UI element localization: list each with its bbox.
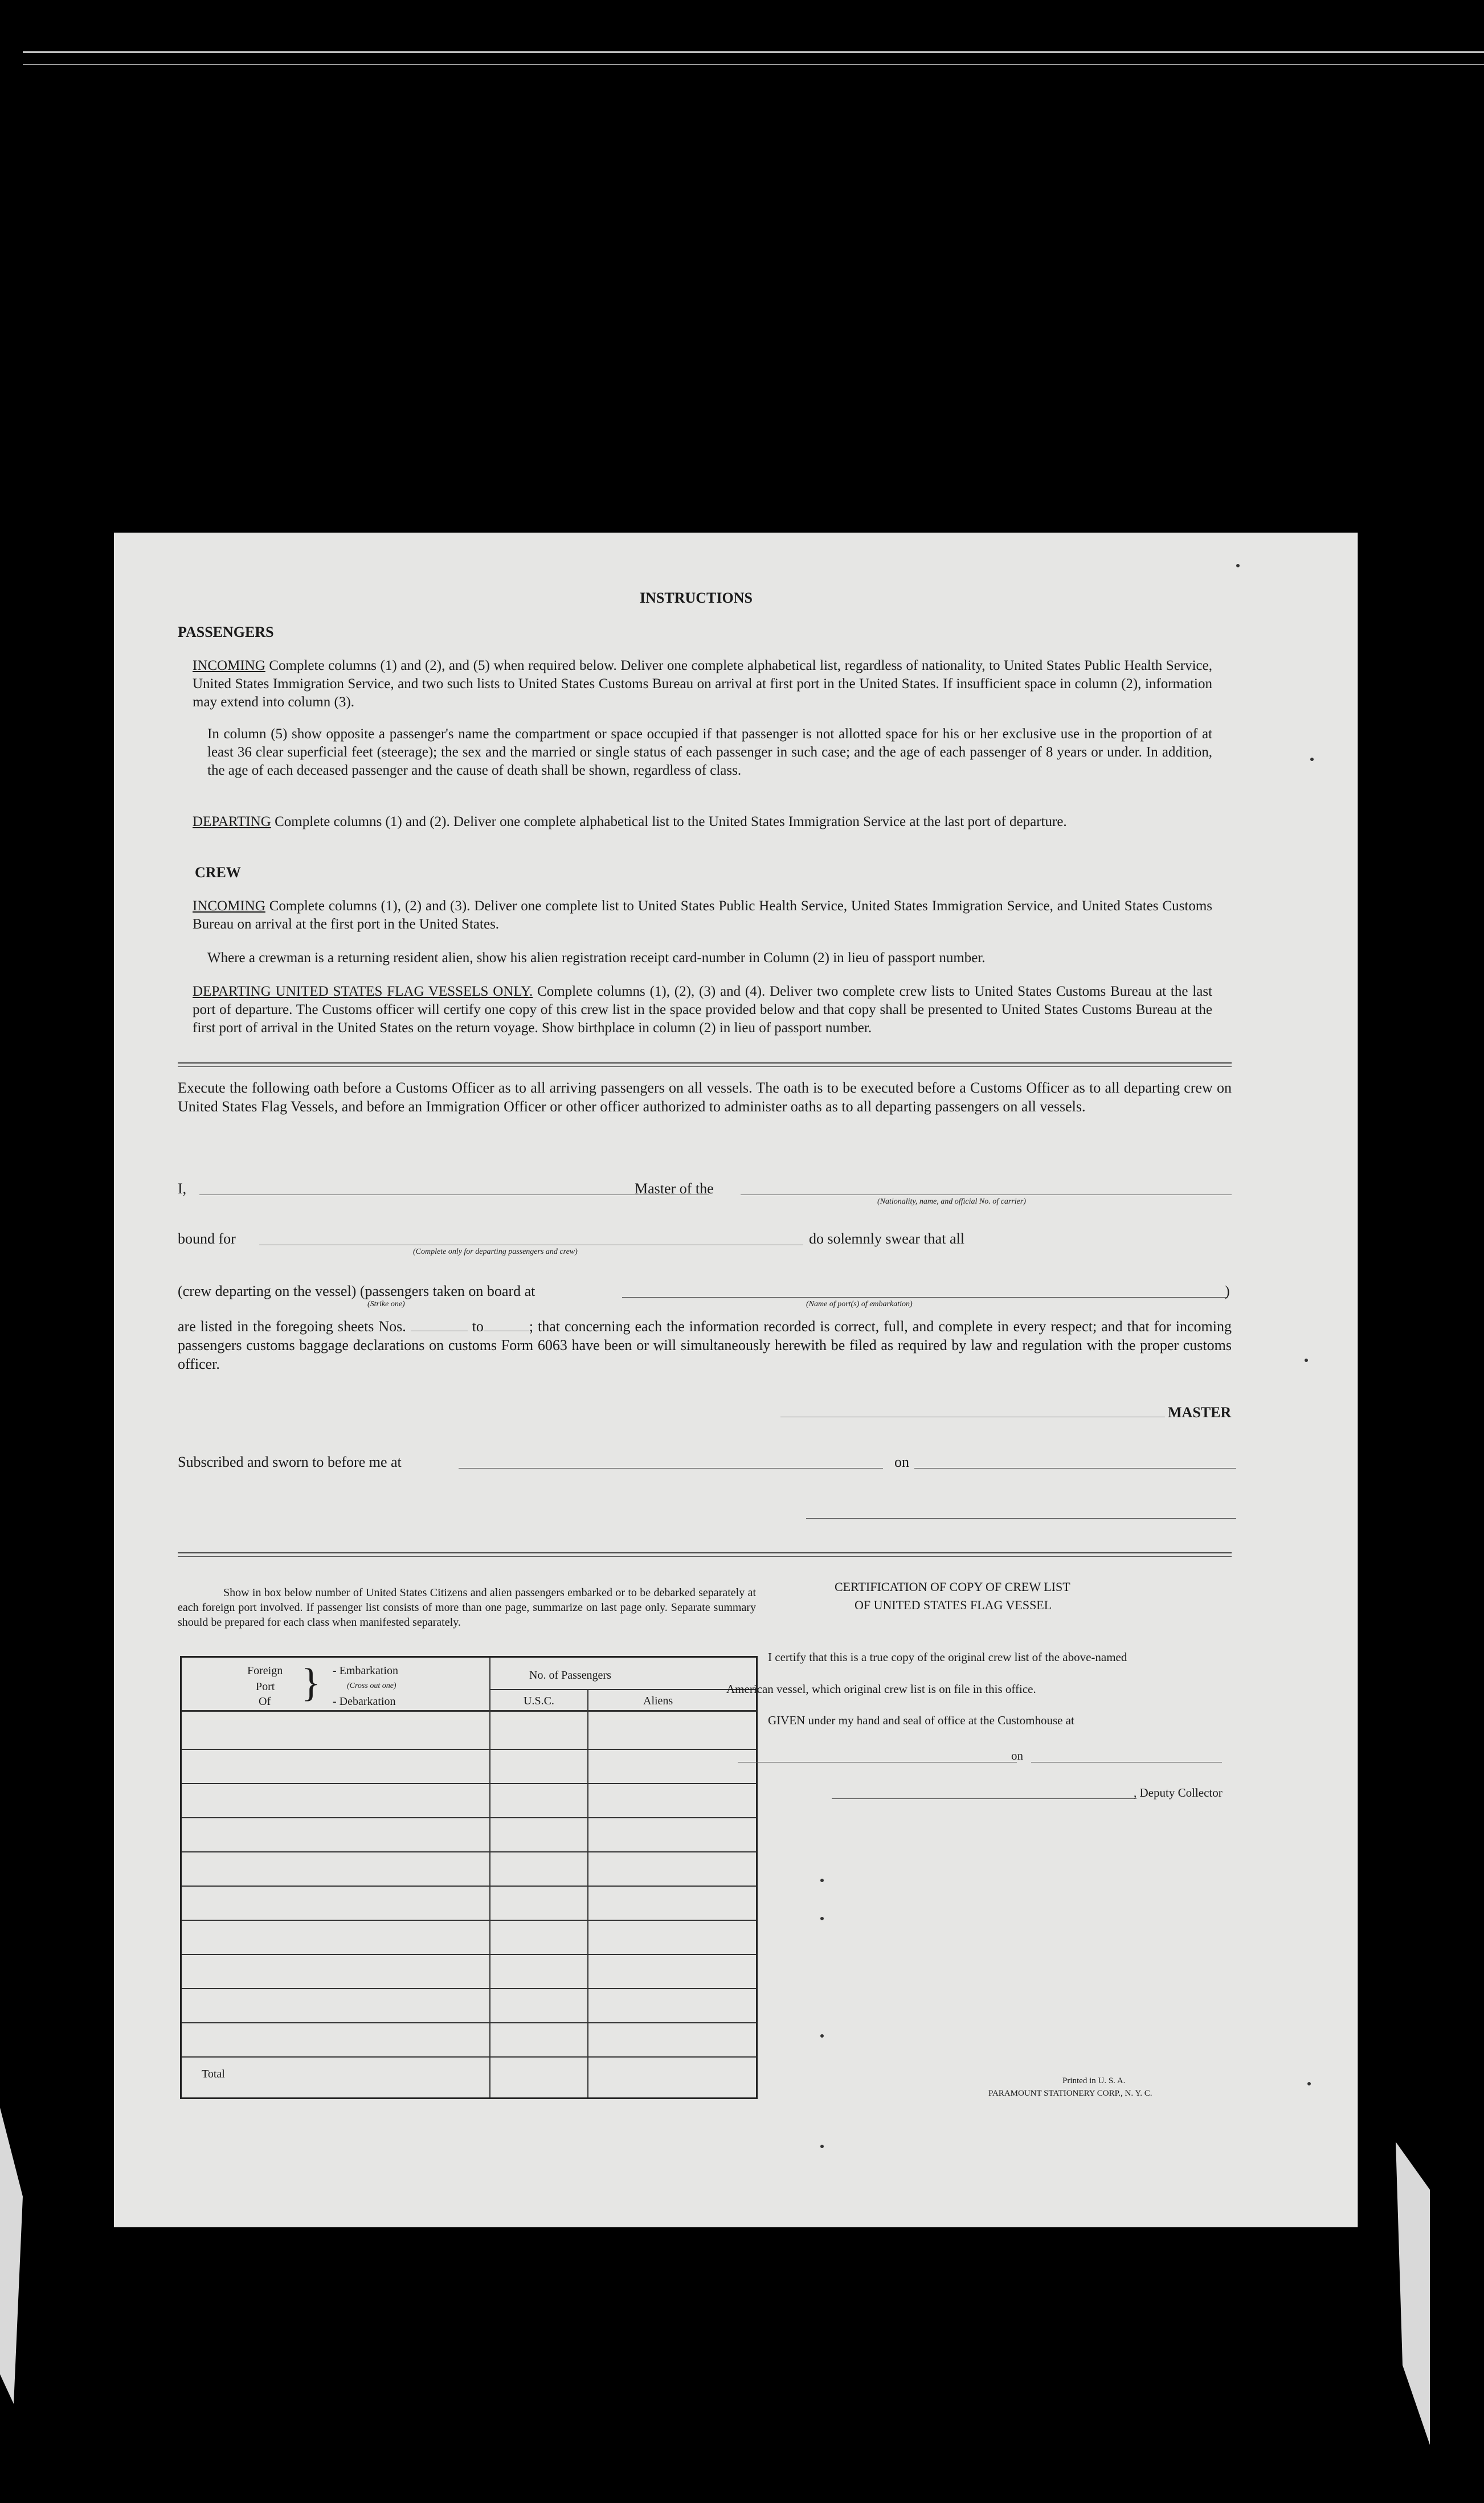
close-paren: ) bbox=[1225, 1283, 1230, 1299]
certification-line-2: American vessel, which original crew list is on file in this office. bbox=[726, 1682, 1036, 1696]
subscribed-on-label: on bbox=[894, 1454, 909, 1470]
scan-top-line-2 bbox=[23, 64, 1484, 65]
printed-in-usa: Printed in U. S. A. bbox=[1062, 2076, 1126, 2085]
passenger-summary-table bbox=[180, 1656, 758, 2099]
flag-vessels-label: DEPARTING UNITED STATES FLAG VESSELS ONLY. bbox=[193, 984, 533, 999]
scan-speck bbox=[820, 1879, 824, 1882]
listed-to: to bbox=[472, 1318, 484, 1335]
embarkation-label: - Embarkation bbox=[333, 1664, 398, 1677]
brace-icon: } bbox=[301, 1661, 321, 1705]
scan-speck bbox=[820, 2145, 824, 2148]
master-label: MASTER bbox=[1168, 1404, 1232, 1421]
table-row-line bbox=[182, 1817, 756, 1818]
scan-top-line bbox=[23, 51, 1484, 53]
scan-page-edge-left bbox=[0, 2108, 23, 2404]
certification-title-1: CERTIFICATION OF COPY OF CREW LIST bbox=[835, 1580, 1070, 1594]
oath-intro bbox=[178, 1078, 1232, 1116]
deputy-signature-line[interactable] bbox=[832, 1798, 1136, 1799]
certification-line-1: I certify that this is a true copy of the original crew list of the above-named bbox=[768, 1650, 1127, 1664]
listed-text-b: ; that concerning each the information recorded is correct, full, and complete in every respect; and that for incoming passengers customs baggage declarations on customs Form 6063 have been or will simultaneously herewith be filed as required by law and regulation with the proper customs officer. bbox=[178, 1318, 1232, 1372]
table-row-line bbox=[182, 1851, 756, 1852]
certification-on-label: on bbox=[1011, 1749, 1023, 1762]
strike-one-note: (Strike one) bbox=[367, 1300, 405, 1308]
deputy-collector-label: , Deputy Collector bbox=[1134, 1786, 1223, 1799]
crew-incoming-label: INCOMING bbox=[193, 898, 265, 914]
col-divider-1 bbox=[489, 1658, 490, 2097]
summary-instructions-text: Show in box below number of United States Citizens and alien passengers embarked or to be debarked separately at each foreign port involved. If passenger list consists of more than one page, summarize on last page only. Separate summary should be prepared for each class when manifested separately. bbox=[178, 1586, 756, 1629]
scan-speck bbox=[820, 1917, 824, 1920]
oath-i-label: I, bbox=[178, 1180, 187, 1197]
scan-speck bbox=[1310, 758, 1314, 761]
table-row-line bbox=[182, 1954, 756, 1955]
officer-signature-line[interactable] bbox=[806, 1518, 1236, 1519]
debarkation-label: - Debarkation bbox=[333, 1695, 396, 1708]
certification-title-2: OF UNITED STATES FLAG VESSEL bbox=[855, 1598, 1052, 1612]
of-label: Of bbox=[259, 1695, 271, 1708]
passengers-departing-paragraph bbox=[193, 813, 1212, 831]
table-row-line bbox=[182, 2022, 756, 2023]
bound-for-label: bound for bbox=[178, 1230, 236, 1247]
header-subdivider bbox=[489, 1689, 756, 1690]
departing-text: Complete columns (1) and (2). Deliver one complete alphabetical list to the United States Immigration Service at the last port of departure. bbox=[271, 814, 1067, 829]
total-label: Total bbox=[202, 2068, 225, 2080]
table-row-line bbox=[182, 1749, 756, 1750]
table-row-line bbox=[182, 1783, 756, 1784]
crewman-paragraph bbox=[207, 949, 1212, 967]
cross-out-label: (Cross out one) bbox=[347, 1682, 396, 1690]
listed-paragraph bbox=[178, 1317, 1232, 1373]
port-label: Port bbox=[256, 1680, 275, 1693]
subscribed-date-line[interactable] bbox=[914, 1468, 1236, 1469]
crew-incoming-text: Complete columns (1), (2) and (3). Deliver one complete list to United States Public Health Service, United States Immigration Service, and United States Customs Bureau on arrival at the first port in the United States. bbox=[193, 898, 1212, 932]
flag-vessels-text: Complete columns (1), (2), (3) and (4). Deliver two complete crew lists to United States Customs Bureau at the last port of departure. The Customs officer will certify one copy of this crew list in the space provided below and that copy shall be presented to United States Customs Bureau at the first port of arrival in the United States on the return voyage. Show birthplace in column (2) in lieu of passport number. bbox=[193, 984, 1212, 1036]
no-passengers-header: No. of Passengers bbox=[529, 1669, 611, 1682]
ports-line[interactable] bbox=[622, 1297, 1227, 1298]
ports-note: (Name of port(s) of embarkation) bbox=[806, 1300, 913, 1308]
lower-divider-2 bbox=[178, 1556, 1232, 1557]
crewman-text: Where a crewman is a returning resident alien, show his alien registration receipt card-number in Column (2) in lieu of passport number. bbox=[207, 950, 986, 966]
subscribed-place-line[interactable] bbox=[459, 1468, 883, 1469]
crew-incoming-paragraph bbox=[193, 897, 1212, 934]
departing-label: DEPARTING bbox=[193, 814, 271, 829]
header-bottom bbox=[182, 1710, 756, 1712]
lower-divider bbox=[178, 1552, 1232, 1553]
column5-paragraph bbox=[207, 725, 1212, 780]
carrier-note: (Nationality, name, and official No. of carrier) bbox=[877, 1197, 1026, 1206]
table-row-line bbox=[182, 1886, 756, 1887]
passengers-heading: PASSENGERS bbox=[178, 624, 274, 640]
instructions-title: INSTRUCTIONS bbox=[640, 590, 753, 606]
oath-intro-text: Execute the following oath before a Customs Officer as to all arriving passengers on all vessels. The oath is to be executed before a Customs Officer as to all departing crew on United States Flag Vessels, and before an Immigration Officer or other officer authorized to administer oaths as to all departing passengers on all vessels. bbox=[178, 1079, 1232, 1115]
scan-speck bbox=[820, 2034, 824, 2038]
swear-text: do solemnly swear that all bbox=[809, 1230, 964, 1247]
crew-departing-text: (crew departing on the vessel) (passengers taken on board at bbox=[178, 1283, 535, 1299]
crew-heading: CREW bbox=[195, 864, 241, 881]
listed-text-a: are listed in the foregoing sheets Nos. bbox=[178, 1318, 406, 1335]
certification-line-3: GIVEN under my hand and seal of office at the Customhouse at bbox=[768, 1713, 1074, 1727]
summary-instructions bbox=[178, 1585, 756, 1630]
incoming-text: Complete columns (1) and (2), and (5) when required below. Deliver one complete alphabetical list, regardless of nationality, to United States Public Health Service, United States Immigration Service, and two such lists to United States Customs Bureau on arrival at first port in the United States. If insufficient space in column (2), information may extend into column (3). bbox=[193, 658, 1212, 710]
subscribed-label: Subscribed and sworn to before me at bbox=[178, 1454, 402, 1470]
form-page bbox=[114, 533, 1358, 2227]
printer-name: PARAMOUNT STATIONERY CORP., N. Y. C. bbox=[988, 2089, 1152, 2098]
table-row-line bbox=[182, 1988, 756, 1989]
section-divider-2 bbox=[178, 1066, 1232, 1067]
table-row-line bbox=[182, 2056, 756, 2058]
passengers-incoming-paragraph bbox=[193, 657, 1212, 711]
foreign-label: Foreign bbox=[247, 1664, 283, 1677]
flag-vessels-paragraph bbox=[193, 983, 1212, 1037]
usc-header: U.S.C. bbox=[524, 1695, 554, 1707]
scan-speck bbox=[1305, 1359, 1308, 1362]
scan-speck bbox=[1307, 2082, 1311, 2085]
column5-text: In column (5) show opposite a passenger's name the compartment or space occupied if that passenger is not allotted space for his or her exclusive use in the proportion of at least 36 clear superficial feet (steerage); the sex and the married or single status of each passenger in such case; and the age of each passenger of 8 years or under. In addition, the age of each deceased passenger and the cause of death shall be shown, regardless of class. bbox=[207, 726, 1212, 778]
bound-for-note: (Complete only for departing passengers and crew) bbox=[413, 1248, 578, 1256]
aliens-header: Aliens bbox=[643, 1695, 673, 1707]
incoming-label: INCOMING bbox=[193, 658, 265, 673]
col-divider-2 bbox=[587, 1689, 588, 2097]
table-row-line bbox=[182, 1920, 756, 1921]
section-divider bbox=[178, 1062, 1232, 1064]
scan-page-edge-right bbox=[1396, 2142, 1430, 2461]
scan-speck bbox=[1236, 564, 1240, 567]
master-of-the-label: Master of the bbox=[635, 1180, 714, 1197]
